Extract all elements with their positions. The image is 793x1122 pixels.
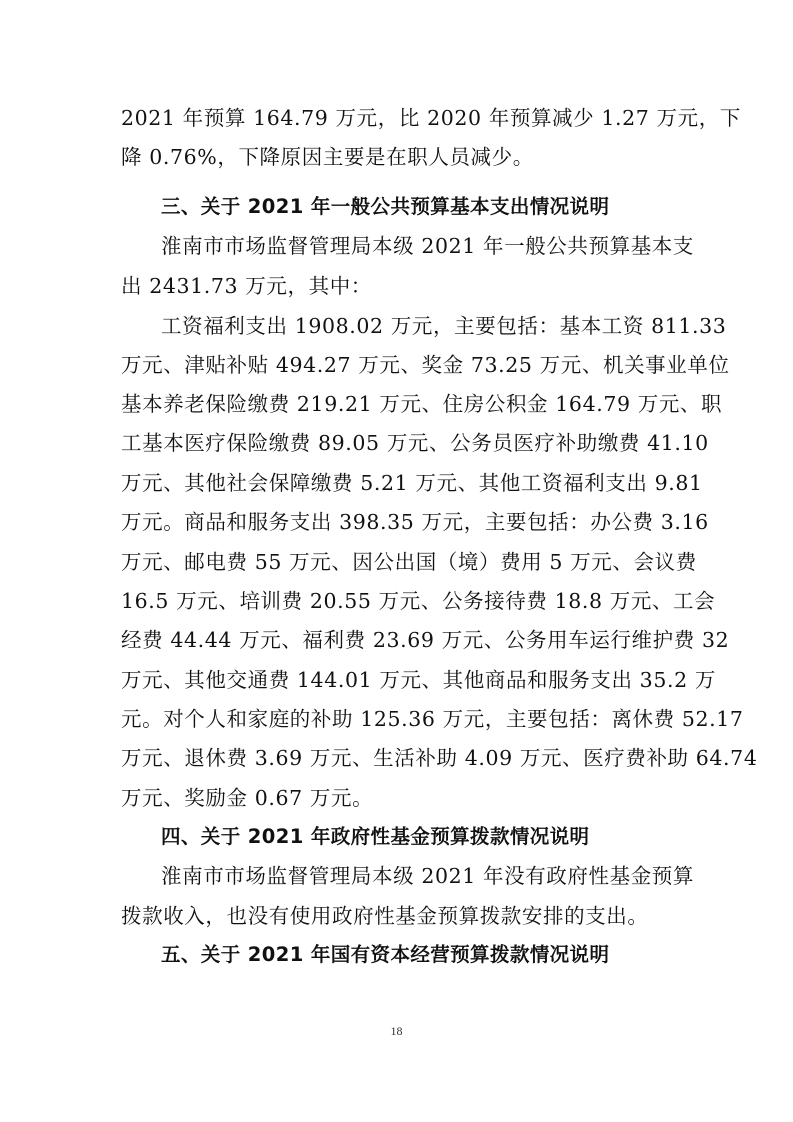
section-heading-4: 四、关于 2021 年政府性基金预算拨款情况说明 xyxy=(161,825,590,848)
body-text-line: 16.5 万元、培训费 20.55 万元、公务接待费 18.8 万元、工会 xyxy=(121,589,716,613)
page-number: 18 xyxy=(390,1024,403,1038)
body-text-line: 万元、其他社会保障缴费 5.21 万元、其他工资福利支出 9.81 xyxy=(121,471,703,495)
body-text-line: 2021 年预算 164.79 万元，比 2020 年预算减少 1.27 万元，下 xyxy=(121,106,741,130)
body-text-line: 万元、退休费 3.69 万元、生活补助 4.09 万元、医疗费补助 64.74 xyxy=(121,746,758,770)
section-heading-3: 三、关于 2021 年一般公共预算基本支出情况说明 xyxy=(161,195,610,218)
body-text-line: 淮南市市场监督管理局本级 2021 年一般公共预算基本支 xyxy=(161,234,695,258)
body-text-line: 降 0.76%，下降原因主要是在职人员减少。 xyxy=(121,145,534,169)
body-text-line: 工基本医疗保险缴费 89.05 万元、公务员医疗补助缴费 41.10 xyxy=(121,431,709,455)
body-text-line: 万元、邮电费 55 万元、因公出国（境）费用 5 万元、会议费 xyxy=(121,550,697,574)
section-heading-5: 五、关于 2021 年国有资本经营预算拨款情况说明 xyxy=(161,943,610,966)
body-text-line: 万元、奖励金 0.67 万元。 xyxy=(121,786,374,810)
body-text-line: 拨款收入，也没有使用政府性基金预算拨款安排的支出。 xyxy=(121,904,649,928)
body-text-line: 淮南市市场监督管理局本级 2021 年没有政府性基金预算 xyxy=(161,864,695,888)
body-text-line: 出 2431.73 万元，其中： xyxy=(121,274,372,298)
body-text-line: 万元、津贴补贴 494.27 万元、奖金 73.25 万元、机关事业单位 xyxy=(121,353,730,377)
body-text-line: 元。对个人和家庭的补助 125.36 万元，主要包括：离休费 52.17 xyxy=(121,707,744,731)
body-text-line: 经费 44.44 万元、福利费 23.69 万元、公务用车运行维护费 32 xyxy=(121,628,730,652)
body-text-line: 万元。商品和服务支出 398.35 万元，主要包括：办公费 3.16 xyxy=(121,510,709,534)
body-text-line: 基本养老保险缴费 219.21 万元、住房公积金 164.79 万元、职 xyxy=(121,392,723,416)
body-text-line: 工资福利支出 1908.02 万元，主要包括：基本工资 811.33 xyxy=(161,314,727,338)
body-text-line: 万元、其他交通费 144.01 万元、其他商品和服务支出 35.2 万 xyxy=(121,668,716,692)
